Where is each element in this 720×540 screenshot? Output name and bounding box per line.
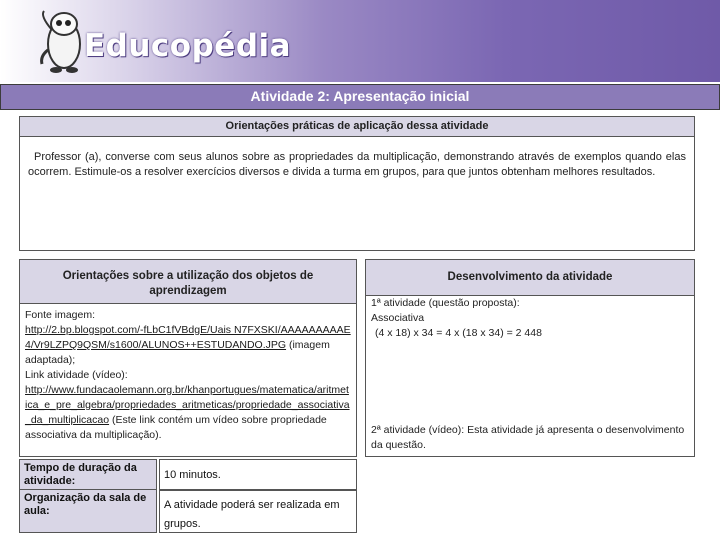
activity-1-subtitle: Associativa [371,312,425,324]
organization-label: Organização da sala de aula: [24,492,147,517]
duration-label-cell [19,459,157,491]
practical-guidelines-heading: Orientações práticas de aplicação dessa atividade [20,117,694,137]
development-box [365,259,695,457]
video-link-note: (Este link contém um vídeo sobre propriedade associativa da multiplicação). [25,414,327,441]
activity-2-text: 2ª atividade (vídeo): Esta atividade já apresenta o desenvolvimento da questão. [371,424,685,451]
duration-value: 10 minutos. [164,469,221,481]
learning-objects-heading: Orientações sobre a utilização dos objetos de aprendizagem [20,260,356,304]
image-source-label: Fonte imagem: [25,309,96,321]
video-link-label: Link atividade (vídeo): [25,369,128,381]
development-heading: Desenvolvimento da atividade [366,260,694,296]
image-source-note: (imagem adaptada); [25,339,330,366]
learning-objects-content [20,304,356,443]
development-content [366,296,694,453]
video-activity-link[interactable]: http://www.fundacaolemann.org.br/khanportugues/matematica/aritmetica_e_pre_algebra/propriedades_aritmeticas/propriedade_associativa_da_multiplicacao [25,384,350,426]
duration-label: Tempo de duração da atividade: [24,462,137,487]
practical-guidelines-text: Professor (a), converse com seus alunos sobre as propriedades da multiplicação, demonstrando através de exemplos quando elas ocorrem. Estimule-os a resolver exercícios diversos e divida a turma em grupos, para que juntos obtenham melhores resultados. [28,151,686,178]
activity-title-bar [0,84,720,110]
mascot-logo-icon [34,8,88,74]
organization-value-cell [159,489,357,533]
activity-1-title: 1ª atividade (questão proposta): [371,297,520,309]
organization-value: A atividade poderá ser realizada em grupos. [164,499,340,530]
learning-objects-box [19,259,357,457]
header-banner [0,0,720,82]
logo-text: Educopédia [84,28,292,64]
activity-title: Atividade 2: Apresentação inicial [250,88,470,104]
organization-label-cell [19,489,157,533]
practical-guidelines-box [19,116,695,251]
activity-1-expression: (4 x 18) x 34 = 4 x (18 x 34) = 2 448 [375,327,542,339]
duration-value-cell [159,459,357,491]
image-source-link[interactable]: http://2.bp.blogspot.com/-fLbC1fVBdgE/Uais N7FXSKI/AAAAAAAAAE4/Vr9LZPQ9QSM/s1600/ALUNOS++ESTUDANDO.JPG [25,324,351,351]
